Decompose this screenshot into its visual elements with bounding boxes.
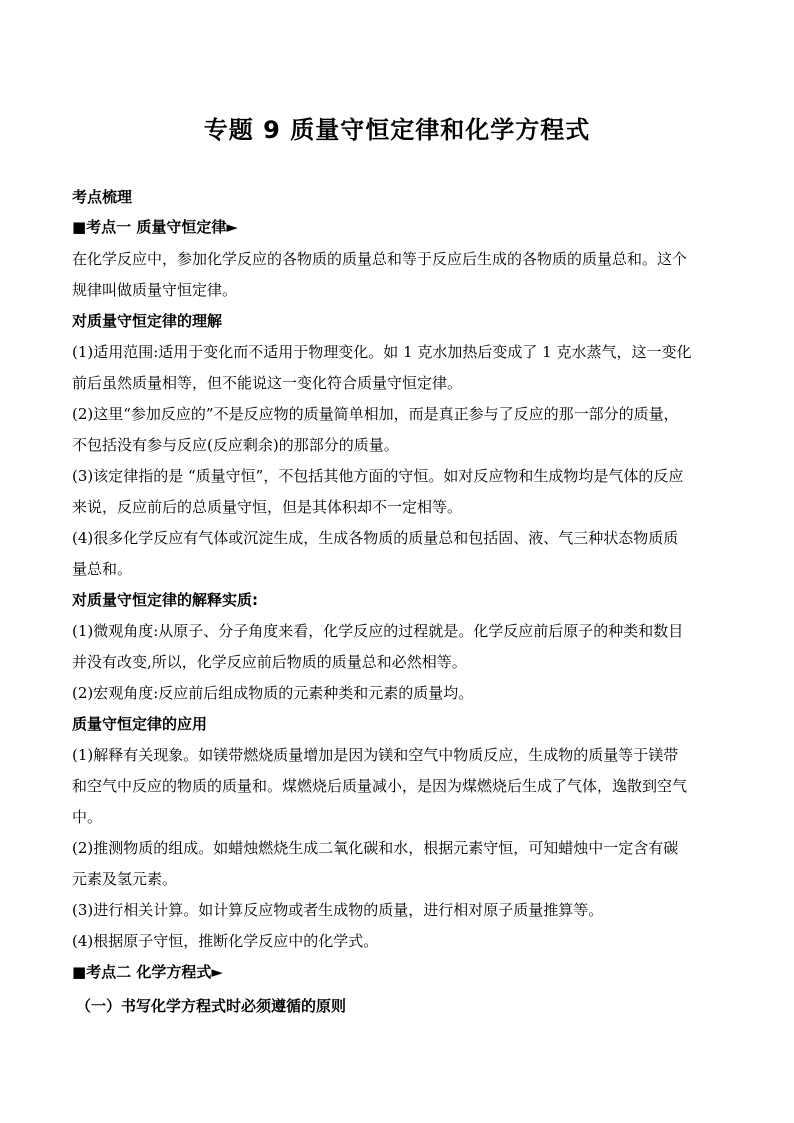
- document-body: [72, 182, 722, 1022]
- paragraph-application-3: [72, 895, 722, 926]
- paragraph-application-1: [72, 740, 722, 833]
- text-line: (4)很多化学反应有气体或沉淀生成，生成各物质的质量总和包括固、液、气三种状态物质质: [72, 529, 679, 547]
- text-line: 并没有改变,所以，化学反应前后物质的质量总和必然相等。: [72, 653, 467, 671]
- heading-application: 质量守恒定律的应用: [72, 715, 208, 733]
- text-line: 和空气中反应的物质的质量和。煤燃烧后质量减小，是因为煤燃烧后生成了气体，逸散到空气: [72, 777, 688, 795]
- text-line: 规律叫做质量守恒定律。: [72, 281, 238, 299]
- heading-essence: 对质量守恒定律的解释实质:: [72, 591, 258, 609]
- text-line: (3)进行相关计算。如计算反应物或者生成物的质量，进行相对原子质量推算等。: [72, 901, 604, 919]
- text-line: (2)宏观角度:反应前后组成物质的元素种类和元素的质量均。: [72, 684, 474, 702]
- heading-review: 考点梳理: [72, 188, 133, 206]
- paragraph-understanding-2: [72, 399, 722, 461]
- paragraph-understanding-1: [72, 337, 722, 399]
- text-line: (1)适用范围:适用于变化而不适用于物理变化。如 1 克水加热后变成了 1 克水蒸气，这一变化: [72, 343, 692, 361]
- heading-point-one: ■考点一 质量守恒定律►: [72, 218, 238, 236]
- text-line: 前后虽然质量相等，但不能说这一变化符合质量守恒定律。: [72, 374, 463, 392]
- text-line: (1)解释有关现象。如镁带燃烧质量增加是因为镁和空气中物质反应，生成物的质量等于镁带: [72, 746, 679, 764]
- paragraph-application-2: [72, 833, 722, 895]
- paragraph-understanding-3: [72, 461, 722, 523]
- subheading-principles: （一）书写化学方程式时必须遵循的原则: [76, 997, 347, 1015]
- paragraph-application-4: [72, 926, 722, 957]
- text-line: 量总和。: [72, 560, 133, 578]
- text-line: (1)微观角度:从原子、分子角度来看，化学反应的过程就是。化学反应前后原子的种类和数目: [72, 622, 684, 640]
- paragraph-essence-2: [72, 678, 722, 709]
- page-title: 专题 9 质量守恒定律和化学方程式: [203, 116, 591, 144]
- text-line: 来说，反应前后的总质量守恒，但是其体积却不一定相等。: [72, 498, 463, 516]
- text-line: (4)根据原子守恒，推断化学反应中的化学式。: [72, 932, 379, 950]
- heading-point-two: ■考点二 化学方程式►: [72, 963, 223, 981]
- text-line: (2)推测物质的组成。如蜡烛燃烧生成二氧化碳和水，根据元素守恒，可知蜡烛中一定含有碳: [72, 839, 679, 857]
- heading-understanding: 对质量守恒定律的理解: [72, 312, 223, 330]
- text-line: 在化学反应中，参加化学反应的各物质的质量总和等于反应后生成的各物质的质量总和。这个: [72, 250, 688, 268]
- text-line: (3)该定律指的是 “质量守恒”，不包括其他方面的守恒。如对反应物和生成物均是气体的反应: [72, 467, 684, 485]
- text-line: 不包括没有参与反应(反应剩余)的那部分的质量。: [72, 436, 399, 454]
- paragraph-understanding-4: [72, 523, 722, 585]
- text-line: (2)这里“参加反应的”不是反应物的质量简单相加，而是真正参与了反应的那一部分的质量，: [72, 405, 679, 423]
- paragraph-definition: [72, 244, 722, 306]
- paragraph-essence-1: [72, 616, 722, 678]
- text-line: 元素及氢元素。: [72, 870, 178, 888]
- text-line: 中。: [72, 808, 103, 826]
